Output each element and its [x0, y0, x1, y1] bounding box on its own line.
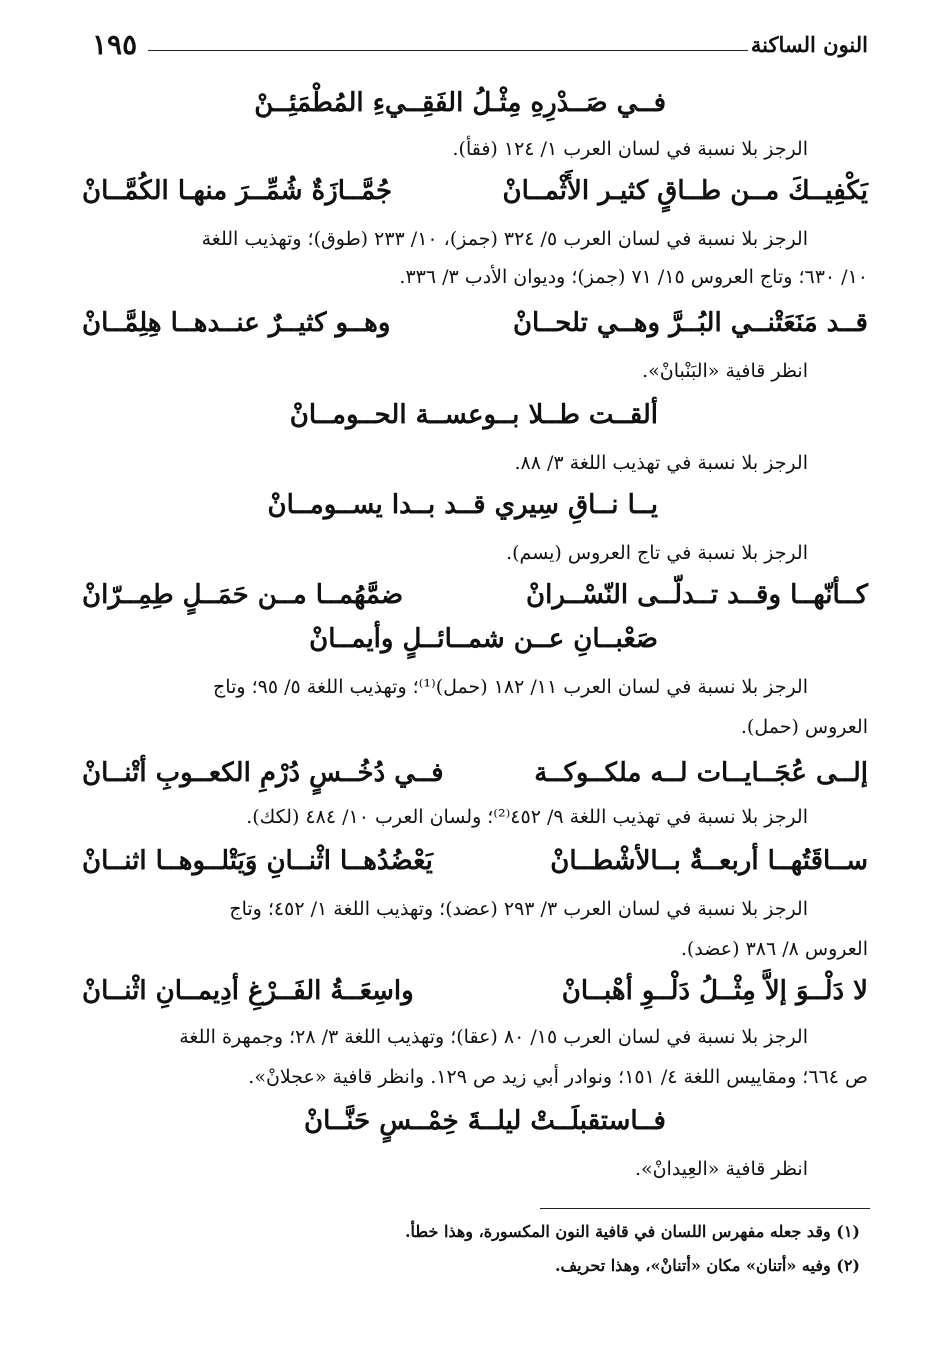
source-note: الرجز بلا نسبة في تهذيب اللغة ٣/ ٨٨. — [514, 452, 808, 474]
verse-hemistich-second: يَعْضُدُهــا اثْنــانِ وَيَتْلــوهــا اثنــانْ — [82, 846, 433, 876]
footnote: (١) وقد جعله مفهرس اللسان في قافية النون المكسورة، وهذا خطأ. — [404, 1222, 860, 1241]
verse-hemistich-first: كــأنّهــا وقــد تــدلّــى النّسْــرانْ — [526, 580, 868, 610]
source-note: الرجز بلا نسبة في لسان العرب ٣/ ٢٩٣ (عضد)؛ وتهذيب اللغة ١/ ٤٥٢؛ وتاج — [229, 898, 808, 920]
source-note: الرجز بلا نسبة في تاج العروس (يسم). — [506, 542, 808, 564]
verse-hemistich-second: وهــو كثيــرٌ عنــدهــا هِلِمَّــانْ — [82, 308, 391, 338]
source-note: الرجز بلا نسبة في لسان العرب ١١/ ١٨٢ (حمل)⁽¹⁾؛ وتهذيب اللغة ٥/ ٩٥؛ وتاج — [213, 676, 808, 698]
verse-hemistich-second: جُمَّــازَةٌ شُمِّــرَ منهـا الكُمَّــانْ — [82, 176, 393, 206]
verse: فــاستقبلَــتْ ليلــةَ خِمْــسٍ حَنَّــانْ — [304, 1106, 666, 1136]
source-note: الرجز بلا نسبة في لسان العرب ١٥/ ٨٠ (عقا)؛ وتهذيب اللغة ٣/ ٢٨؛ وجمهرة اللغة — [179, 1026, 808, 1048]
source-note: الرجز بلا نسبة في تهذيب اللغة ٩/ ٤٥٢⁽²⁾؛ ولسان العرب ١٠/ ٤٨٤ (لكك). — [246, 806, 808, 828]
source-note: العروس ٨/ ٣٨٦ (عضد). — [680, 938, 868, 960]
page-header — [92, 28, 868, 72]
verse-hemistich-first: قــد مَنَعَتْنــي البُــرَّ وهــي تلحــانْ — [512, 308, 868, 338]
header-rule — [148, 50, 748, 51]
verse-hemistich-second: واسِعَــةُ الفَــرْغِ أدِيمــانِ اثْنــانْ — [82, 976, 414, 1006]
verse-hemistich-first: يَكْفِيــكَ مــن طــاقٍ كثيـر الأَثْمــانْ — [502, 176, 868, 206]
source-note: ١٠/ ٦٣٠؛ وتاج العروس ١٥/ ٧١ (جمز)؛ وديوان الأدب ٣/ ٣٣٦. — [399, 266, 868, 288]
footnote-rule — [540, 1208, 870, 1209]
verse: فــي صَــدْرِهِ مِثْـلُ الفَقِــيءِ المُطْمَئِــنْ — [254, 88, 666, 118]
source-note: ص ٦٦٤؛ ومقاييس اللغة ٤/ ١٥١؛ ونوادر أبي زيد ص ١٢٩. وانظر قافية «عجلانْ». — [248, 1066, 868, 1088]
verse-hemistich-first: إلــى عُجَــايــات لــه ملكــوكــة — [534, 758, 868, 788]
page-number: ١٩٥ — [92, 28, 138, 61]
verse: ألقــت طــلا بــوعســة الحــومــانْ — [289, 400, 658, 430]
verse: صَعْبــانِ عــن شمــائــلٍ وأيمــانْ — [309, 624, 658, 654]
source-note: انظر قافية «البَنْبانْ». — [642, 360, 808, 382]
verse-hemistich-second: فــي دُخُــسٍ دُرْمِ الكعــوبِ أتْنــانْ — [82, 758, 444, 788]
source-note: العروس (حمل). — [740, 716, 868, 738]
verse-hemistich-first: ســاقَتُهــا أربعــةٌ بــالأشْطــانْ — [550, 846, 868, 876]
verse-hemistich-first: لا دَلْــوَ إلاَّ مِثْــلُ دَلْــوِ أهْبــانْ — [561, 976, 868, 1006]
footnote: (٢) وفيه «أتنان» مكان «أتنانْ»، وهذا تحريف. — [554, 1256, 860, 1275]
verse-hemistich-second: ضمَّهُمــا مــن حَمَــلٍ طِمِــرّانْ — [82, 580, 404, 610]
source-note: الرجز بلا نسبة في لسان العرب ٥/ ٣٢٤ (جمز)، ١٠/ ٢٣٣ (طوق)؛ وتهذيب اللغة — [201, 228, 808, 250]
verse: يــا نــاقِ سِيري قــد بــدا يســومــانْ — [267, 490, 658, 520]
source-note: الرجز بلا نسبة في لسان العرب ١/ ١٢٤ (فقأ). — [452, 138, 808, 160]
source-note: انظر قافية «العِيدانْ». — [634, 1158, 808, 1180]
running-title: النون الساكنة — [750, 32, 868, 57]
